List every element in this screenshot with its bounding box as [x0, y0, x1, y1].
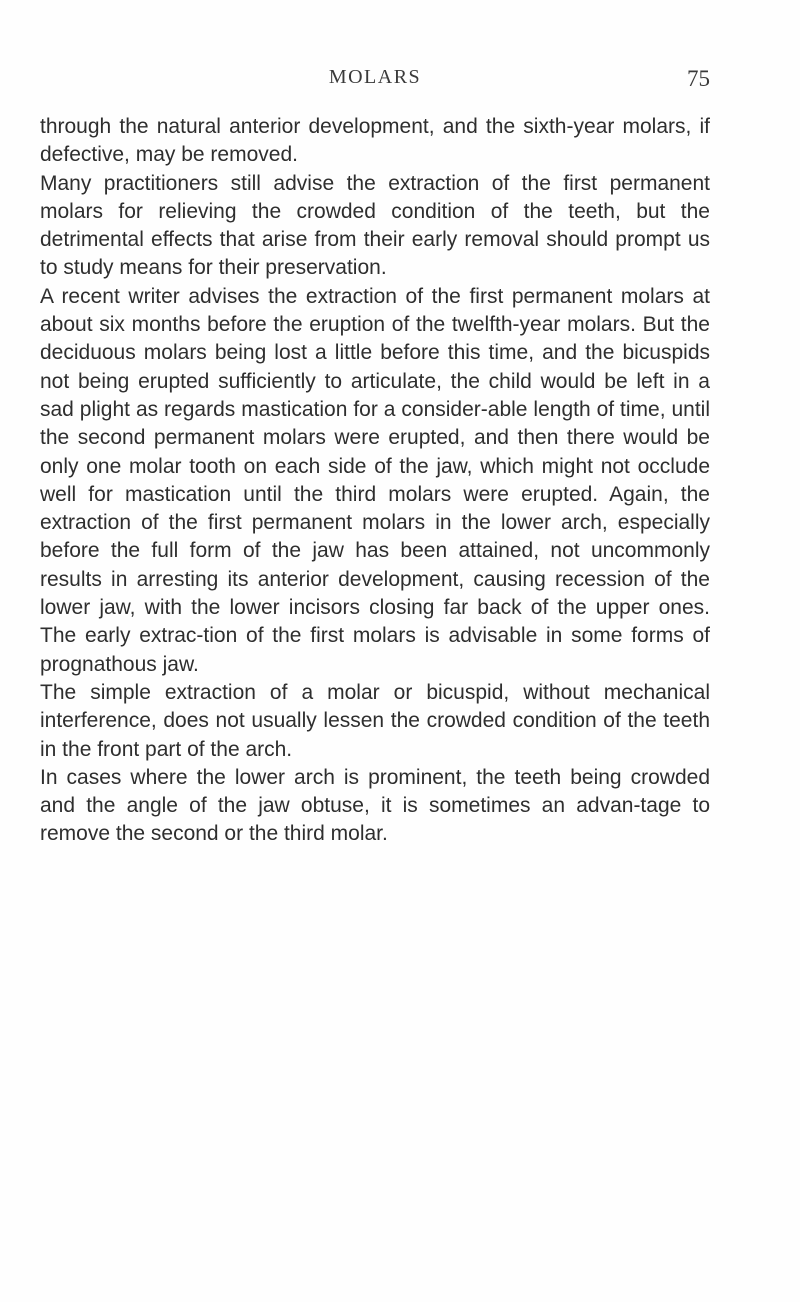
paragraph-recent-writer: A recent writer advises the extraction of the first permanent molars at about six months before the eruption of the twelfth-year molars. But the deciduous molars being lost a little before this time, and the bicuspids not being erupted sufficiently to articulate, the child would be left in a sad plight as regards mastication for a consider-able length of time, until the second permanent molars were erupted, and then there would be only one molar tooth on each side of the jaw, which might not occlude well for mastication until the third molars were erupted. Again, the extraction of the first permanent molars in the lower arch, especially before the full form of the jaw has been attained, not uncommonly results in arresting its anterior development, causing recession of the lower jaw, with the lower incisors closing far back of the upper ones. The early extrac-tion of the first molars is advisable in some forms of prognathous jaw.	[40, 284, 710, 676]
running-head	[40, 66, 710, 96]
paragraph-continuation: through the natural anterior development, and the sixth-year molars, if defective, may be removed.	[40, 115, 710, 167]
running-title: MOLARS	[328, 66, 422, 88]
paragraph-practitioners: Many practitioners still advise the extraction of the first permanent molars for relieving the crowded condition of the teeth, but the detrimental effects that arise from their early removal should prompt us to study means for their preservation.	[40, 171, 710, 280]
page-number: 75	[687, 66, 710, 91]
body-text	[40, 113, 710, 849]
paragraph-lower-arch: In cases where the lower arch is prominent, the teeth being crowded and the angle of the jaw obtuse, it is sometimes an advan-tage to remove the second or the third molar.	[40, 765, 710, 846]
paragraph-simple-extraction: The simple extraction of a molar or bicuspid, without mechanical interference, does not usually lessen the crowded condition of the teeth in the front part of the arch.	[40, 680, 710, 761]
